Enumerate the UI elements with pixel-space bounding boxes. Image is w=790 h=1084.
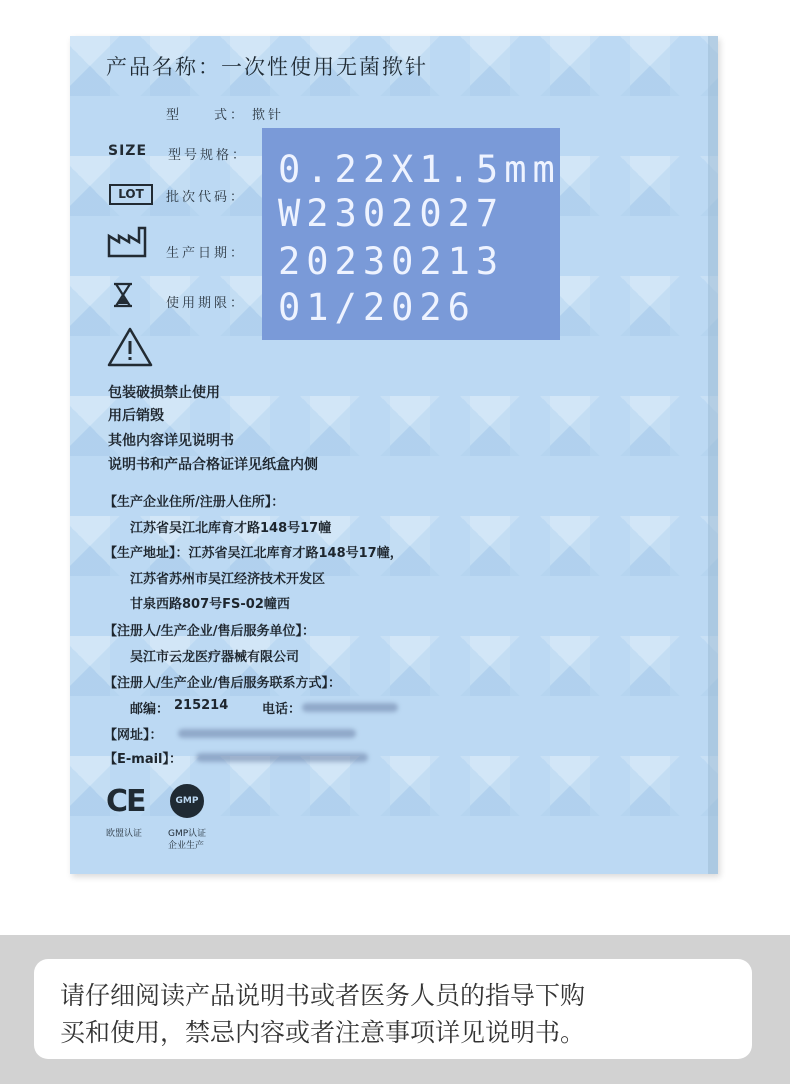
product-label-card [70, 36, 718, 874]
lot-tag: LOT [109, 184, 153, 205]
notice-line-2: 买和使用，禁忌内容或者注意事项详见说明书。 [60, 1018, 586, 1047]
lot-value: W2302027 [278, 192, 505, 235]
service-header: 【注册人/生产企业/售后服务单位】： [104, 624, 315, 639]
production-address-line-2: 江苏省苏州市吴江经济技术开发区 [130, 572, 326, 587]
size-value: 0.22X1.5mm [278, 148, 561, 191]
mfg-label: 生产日期： [166, 246, 247, 261]
gmp-caption-2: 企业生产 [168, 841, 205, 851]
notice-line-1: 请仔细阅读产品说明书或者医务人员的指导下购 [60, 981, 586, 1010]
gmp-caption-1: GMP认证 [168, 829, 207, 839]
product-name: 产品名称：一次性使用无菌揿针 [106, 55, 428, 79]
postcode-label: 邮编： [130, 702, 170, 717]
size-label: 型号规格： [168, 148, 249, 163]
service-company-name: 吴江市云龙医疗器械有限公司 [130, 650, 300, 665]
website-redacted [178, 729, 356, 738]
notice-box [34, 959, 752, 1059]
ce-caption: 欧盟认证 [106, 829, 143, 839]
production-address-line-3: 甘泉西路807号FS-02幢西 [130, 597, 290, 612]
type-label: 型 式： [166, 108, 247, 123]
type-value: 揿针 [252, 108, 285, 123]
card-edge [708, 36, 718, 874]
phone-redacted [302, 703, 398, 712]
factory-icon [107, 224, 149, 258]
hourglass-icon [112, 282, 134, 308]
lot-label: 批次代码： [166, 190, 247, 205]
warning-line-3: 其他内容详见说明书 [108, 433, 234, 449]
warning-line-1: 包装破损禁止使用 [108, 385, 220, 401]
ce-mark-icon: CE [106, 784, 145, 819]
registrant-address: 江苏省吴江北库育才路148号17幢 [130, 521, 332, 536]
size-tag: SIZE [108, 143, 148, 159]
warning-line-2: 用后销毁 [108, 408, 164, 424]
phone-label: 电话： [262, 702, 302, 717]
expiry-value: 01/2026 [278, 286, 476, 329]
registrant-header: 【生产企业住所/注册人住所】： [104, 495, 285, 510]
warning-line-4: 说明书和产品合格证详见纸盒内侧 [108, 457, 318, 473]
gmp-mark-icon: GMP [170, 784, 204, 818]
mfg-value: 20230213 [278, 240, 505, 283]
postcode-value: 215214 [174, 698, 229, 713]
contact-header: 【注册人/生产企业/售后服务联系方式】： [104, 676, 341, 691]
warning-icon [106, 326, 154, 368]
email-label: 【E-mail】： [104, 752, 183, 767]
website-label: 【网址】： [104, 728, 163, 743]
email-redacted [196, 753, 368, 762]
production-address-line-1: 【生产地址】：江苏省吴江北库育才路148号17幢， [104, 546, 403, 561]
expiry-label: 使用期限： [166, 296, 247, 311]
printed-stamp-area [262, 128, 560, 340]
